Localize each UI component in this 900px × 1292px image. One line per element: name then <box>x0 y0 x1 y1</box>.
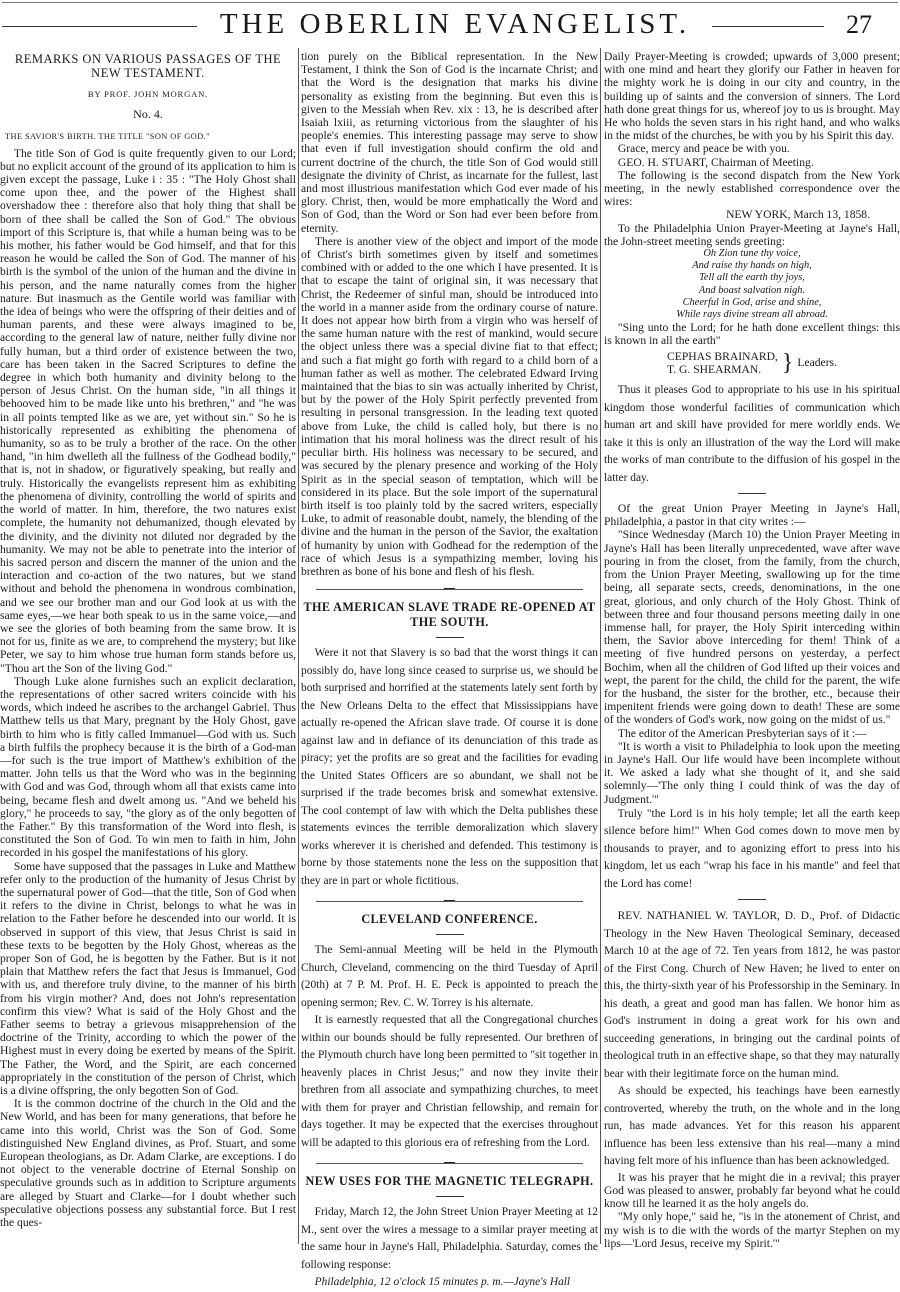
paragraph: The title Son of God is quite frequently given to our Lord; but no explicit account of the ground of its application to him is given except the passage, Luke i : 35 : "The Holy Ghost shall come upon thee, and the power of the Highest shall overshadow thee : therefore also that holy thing that shall be born of thee shall be called the Son of God." The obvious import of this Scripture is, that while a human being was to be his mother, his father would be God himself, and that for this reason he would be called the Son of God. The manner of his birth is the symbol of the union of the human and the divine in his person, and the name naturally comes from the higher nature. But inasmuch as the Gentile world was familiar with the idea of beings who were the offspring of their deities and of human parents, and these were always imagined to be, according to the general law of nature, neither fully divine nor fully human, but a third order of existence between the two, care has been taken in the Sacred Scriptures to define the degree in which both humanity and divinity belong to the person of Jesus Christ. On the human side, "in all things it behooved him to be made like unto his brethren," and "he was in all points tempted like as we are, yet without sin." So he is historically represented as exhibiting the phenomena of humanity, so as to be truly a brother of the race. On the other hand, "in him dwelleth all the fullness of the Godhead bodily," that is, not in shadow, or figuratively speaking, but really and truly. Historically the evangelists represent him as exhibiting the phenomena of divinity, controlling the world of spirits and the world of matter. In him, therefore, the two natures exist complete, the humanity not dehumanized, though elevated by the divinity, and the divinity not diluted nor degraded by the humanity. We may not be able to penetrate into the interior of his sacred person and discern the manner of the union and the interaction and co-action of the two natures, but we stand without and behold the phenomena in wondrous combination, and we see our brother man and our God look at us with the same eyes,—we hear both speak to us in the same voice,—and we see the glories of both beaming from the same brow. It is not for us, finite as we are, to comprehend the mystery; but like Peter, we say to him whose true human form stands before us, "Thou art the Son of the living God." <box>0 146 296 675</box>
paragraph: Grace, mercy and peace be with you. <box>617 142 790 156</box>
paragraph: It is the common doctrine of the church in the Old and the New World, and has been for many generations, that before he came into this world, Christ was the Son of God. Some distinguished New England divines, as Prof. Stuart, and some European theologians, as Dr. Adam Clarke, are exceptions. I do not object to the venerable doctrine of Eternal Sonship on speculative grounds such as in addition to Scripture arguments are alleged by Stuart and Clarke—for I doubt whether such speculative objections possess any substantial force. But I rest the ques- <box>0 1097 296 1230</box>
paragraph: It was his prayer that he might die in a revival; this prayer God was pleased to answer, probably far beyond what he could know till he learned it as the holy angels do. <box>604 1170 900 1211</box>
paragraph: Philadelphia, 12 o'clock 15 minutes p. m.—Jayne's Hall <box>314 1276 571 1289</box>
paragraph: The following is the second dispatch from the New York meeting, in the newly established correspondence over the wires: <box>604 168 900 209</box>
column-3 <box>604 50 900 1250</box>
paragraph: Daily Prayer-Meeting is crowded; upwards of 3,000 present; with one mind and heart they glorify our Father in heaven for the mighty work he is doing in our city and country, in the building up of saints and the conversion of sinners. The Lord hath done great things for us, whereof joy to us is brought. May He who holds the seven stars in his right hand, and who walks in the midst of the churches, be with you by his Spirit this day. <box>604 50 900 143</box>
article-subheading: THE SAVIOR'S BIRTH. THE TITLE "SON OF GOD." <box>5 132 210 142</box>
paragraph: REV. NATHANIEL W. TAYLOR, D. D., Prof. of Didactic Theology in the New Haven Theological Seminary, deceased March 10 at the age of 72. Ten years from 1812, he was pastor of the First Cong. Church of New Haven; he lived to enter on this, the thirty-sixth year of his Professorship in the Seminary. In his death, a great and good man has fallen. We honor him as God's instrument in doing a great work for his own and succeeding generations, in bringing out the cardinal points of theological truth in an effective shape, so that they may naturally bear with their legitimate force on the human mind. <box>604 910 900 1080</box>
section-separator <box>301 898 598 906</box>
leader-names <box>667 350 778 376</box>
paragraph: Were it not that Slavery is so bad that the worst things it can possibly do, have long since ceased to surprise us, we should be both surprised and horrified at the statements lately sent forth by the New Orleans Delta to the effect that Mississippians have actually re-opened the African slave trade. Of course it is done against law and in defiance of its denunciation of this trade as piracy; yet the profits are so great and the facilities for evading the United States Officers are so abundant, we shall not be surprised if the trade becomes brisk and somewhat extensive. The cool contempt of law with which the Delta publishes these statements evinces the terrible demoralization which slavery works wherever it is cherished and defended. This testimony is borne by those statements none the less on the supposition that they are in part or whole fictitious. <box>301 647 598 887</box>
article-byline: BY PROF. JOHN MORGAN. <box>87 89 209 99</box>
heading-dash <box>436 637 464 638</box>
poem-line: Cheerful in God, arise and shine, <box>682 296 822 308</box>
section-divider <box>738 493 766 494</box>
paragraph: It is earnestly requested that all the Congregational churches within our bounds should be fully represented. Our brethren of the Plymouth church have long been permitted to "sit together in heavenly places in Christ Jesus;" and now they invite their brethren from all associate and sympathizing churches, to meet with them for prayer and Christian fellowship, and remain for days together. It may be expected that the exercises throughout will be adapted to this glorious era of refreshing from the Lord. <box>301 1014 598 1149</box>
leaders-signature <box>604 350 900 376</box>
paragraph: "Since Wednesday (March 10) the Union Prayer Meeting in Jayne's Hall has been literally unprecedented, wave after wave pouring in from the closet, from the family, from the church, from the Union Prayer Meeting, swallowing up for the time being, all separate sects, creeds, denominations, in the one great, glorious, and only church of the Holy Ghost. Think of between three and four thousand persons meeting daily in one immense hall, for prayer, the Holy Spirit interceding within them, the Savior above interceding for them! Think of a meeting of five hundred persons on yesterday, a perfect Bochim, when all the children of God lifted up their voices and wept, the parent for the child, the child for the parent, the wife for the husband, the sister for the brother, etc., because their impenitent friends were going down to death! These are some of the wonders of God's work, now going on the midst of us." <box>604 528 900 727</box>
paragraph: Friday, March 12, the John Street Union Prayer Meeting at 12 M., sent over the wires a message to a similar prayer meeting at the same hour in Jayne's Hall, Philadelphia. Saturday, comes the following response: <box>301 1206 598 1271</box>
paragraph: There is another view of the object and import of the mode of Christ's birth sometimes given by itself and sometimes combined with or added to the one which I have presented. It is that to escape the taint of original sin, it was necessary that Christ, the Redeemer of sinful man, should be introduced into the world in a manner aside from the ordinary course of nature. It does not appear how birth from a virgin who was herself of the same human nature with the rest of mankind, would secure the object unless there was a special divine fiat to that effect; and such a fiat might go forth with regard to a child born of a human father as well as mother. The celebrated Edward Irving maintained that the bias to sin was actually inherited by Christ, but by the power of the Holy Spirit perfectly prevented from resulting in personal transgression. In the leading text quoted above from Luke, the child is called holy, but there is no intimation that his moral holiness was the direct result of his peculiar birth. His holiness was necessary to be secured, and was secured by the plenary presence and working of the Holy Spirit as in the special season of temptation, which will be considered in its place. But the sole import of the supernatural birth itself is too plainly told by the sacred writers, especially Luke, to admit of reasonable doubt, namely, the blending of the divine and the human in the person of the Savior, the exaltation of humanity by union with Godhead for the redemption of the race of which Jesus is a sympathizing member, loving his brethren as bone of his bone and flesh of his flesh. <box>301 234 598 578</box>
article-heading-slave-trade: THE AMERICAN SLAVE TRADE RE-OPENED AT THE SOUTH. <box>303 600 596 630</box>
paragraph: To the Philadelphia Union Prayer-Meeting at Jayne's Hall, the John-street meeting sends greeting: <box>604 221 900 248</box>
poem-line: And boast salvation nigh. <box>698 284 806 296</box>
leader-name: T. G. SHEARMAN. <box>667 362 762 376</box>
leaders-label: Leaders. <box>797 356 837 370</box>
column-2 <box>301 50 598 1289</box>
masthead-left-rule <box>2 26 197 27</box>
section-separator <box>301 1160 598 1168</box>
paragraph: Some have supposed that the passages in Luke and Matthew refer only to the production of the humanity of Jesus Christ by the supernatural power of God—that the title, Son of God when it refers to the divine in Christ, belongs to what he was in relation to the Father before he descended into our world. It is observed in support of this view, that Jesus Christ is said in these texts to be begotten by the Holy Ghost, whereas as the proper Son of God, he is begotten by the Father. But is it not plain that Matthew refers the fact that Jesus is Immanuel, God with us, and therefore truly divine, to the manner of his birth from his virgin mother? And, does not John's representation confirm this view? What is said of the Holy Ghost and the Father seems to betray a grievous misapprehension of the doctrine of the Trinity, according to which the power of the Highest must in every doing be exerted by means of the Spirit. The Father, the Word, and the Spirit, are each concerned appropriately in the constitution of the person of Christ, which is a divine offspring, the only begotten Son of God. <box>0 859 296 1098</box>
article-heading-cleveland: CLEVELAND CONFERENCE. <box>361 912 538 927</box>
heading-dash <box>436 934 464 935</box>
masthead <box>0 0 900 44</box>
signature: GEO. H. STUART, Chairman of Meeting. <box>617 155 814 169</box>
column-rule-1 <box>298 48 299 1244</box>
column-rule-2 <box>600 48 601 1244</box>
poem-line: Oh Zion tune thy voice, <box>703 248 801 260</box>
article-number: No. 4. <box>133 107 163 122</box>
paragraph: The editor of the American Presbyterian says of it :— <box>617 726 867 740</box>
paragraph: Though Luke alone furnishes such an explicit declaration, the representations of other sacred writers coincide with his words, which indeed he ascribes to the archangel Gabriel. Thus Matthew tells us that Mary, pregnant by the Holy Ghost, gave birth to him who is fitly called Immanuel—God with us. Such a birth fulfils the prophecy because it is the birth of a God-man—for such is the true import of Matthew's exhibition of the matter. John tells us that the Word who was in the beginning with God and was God, through whom all that exists came into being, became flesh and dwelt among us. "And we beheld his glory," he proceeds to say, "the glory as of the only begotten of the Father." By this transformation of the Word into flesh, is constituted the Son of God. To win men to faith in him, John recorded in his gospel the manifestations of his glory. <box>0 674 296 860</box>
paragraph: tion purely on the Biblical representation. In the New Testament, I think the Son of God is the incarnate Christ; and that the Word is the designation that marks his divine personality as existing from the beginning. But even this is given to the Messiah when Rev. xix : 13, he is described after Isaiah lxiii, as returning victorious from the slaughter of his people's enemies. This interesting passage may serve to show that even if full investigation should confirm the old and current doctrine of the church, the title Son of God would still designate the divinity of Christ, as incarnate for the fullest, last and most illustrious manifestation which God ever made of his glory. Christ, then, would be more emphatically the Word and Son of God, than the Word or Son had ever been before from eternity. <box>301 50 598 235</box>
paragraph: Truly "the Lord is in his holy temple; let all the earth keep silence before him!" When God comes down to move men by thousands to prayer, and to agonizing effort to press into his kingdom, let us each "wrap his face in his mantle" and feel that the Lord has come! <box>604 807 900 890</box>
article-heading-remarks: REMARKS ON VARIOUS PASSAGES OF THE NEW TESTAMENT. <box>14 52 282 80</box>
article-heading-telegraph: NEW USES FOR THE MAGNETIC TELEGRAPH. <box>305 1174 594 1189</box>
paragraph: Thus it pleases God to appropriate to his use in his spiritual kingdom those wonderful facilities of communication which human art and skill have provided for mere worldly ends. We take it this is only an illustration of the way the Lord will make the works of man contribute to the diffusion of his gospel in the latter day. <box>604 384 900 484</box>
section-divider <box>738 899 766 900</box>
paragraph: "My only hope," said he, "is in the atonement of Christ, and my wish is to die with the words of the martyr Stephen on my lips—'Lord Jesus, receive my Spirit.'" <box>604 1210 900 1250</box>
dateline: NEW YORK, March 13, 1858. <box>726 208 870 222</box>
paragraph: "Sing unto the Lord; for he hath done excellent things: this is known in all the earth" <box>604 321 900 348</box>
poem <box>604 248 900 321</box>
section-separator <box>301 586 598 594</box>
brace-icon: } <box>781 349 794 376</box>
heading-dash <box>436 1196 464 1197</box>
masthead-top-rule <box>2 2 898 3</box>
poem-line: Tell all the earth thy joys, <box>699 272 805 284</box>
paragraph: The Semi-annual Meeting will be held in the Plymouth Church, Cleveland, commencing on the third Tuesday of April (20th) at 7 P. M. Prof. H. E. Peck is appointed to preach the opening sermon; Rev. C. W. Torrey is his alternate. <box>301 944 598 1009</box>
leader-name: CEPHAS BRAINARD, <box>667 349 778 363</box>
paragraph: As should be expected, his teachings have been earnestly controverted, whereby the truth, on the whole and in the long run, has made advances. Yet for this reason his apparent influence has been less extensive than his real—many a mind having felt more of his influence than has been acknowledged. <box>604 1085 900 1168</box>
page-number: 27 <box>846 10 872 39</box>
poem-line: While rays divine stream all abroad. <box>676 309 828 321</box>
poem-line: And raise thy hands on high, <box>692 260 812 272</box>
masthead-right-rule <box>712 26 824 27</box>
paragraph: Of the great Union Prayer Meeting in Jayne's Hall, Philadelphia, a pastor in that city writes :— <box>604 502 900 529</box>
column-1 <box>0 50 296 1242</box>
paragraph: "It is worth a visit to Philadelphia to look upon the meeting in Jayne's Hall. Our life would have been incomplete without it. We asked a lady what she thought of it, and she said solemnly—'The only thing I could think of was the day of Judgment.'" <box>604 739 900 806</box>
newspaper-title: THE OBERLIN EVANGELIST. <box>219 8 691 40</box>
